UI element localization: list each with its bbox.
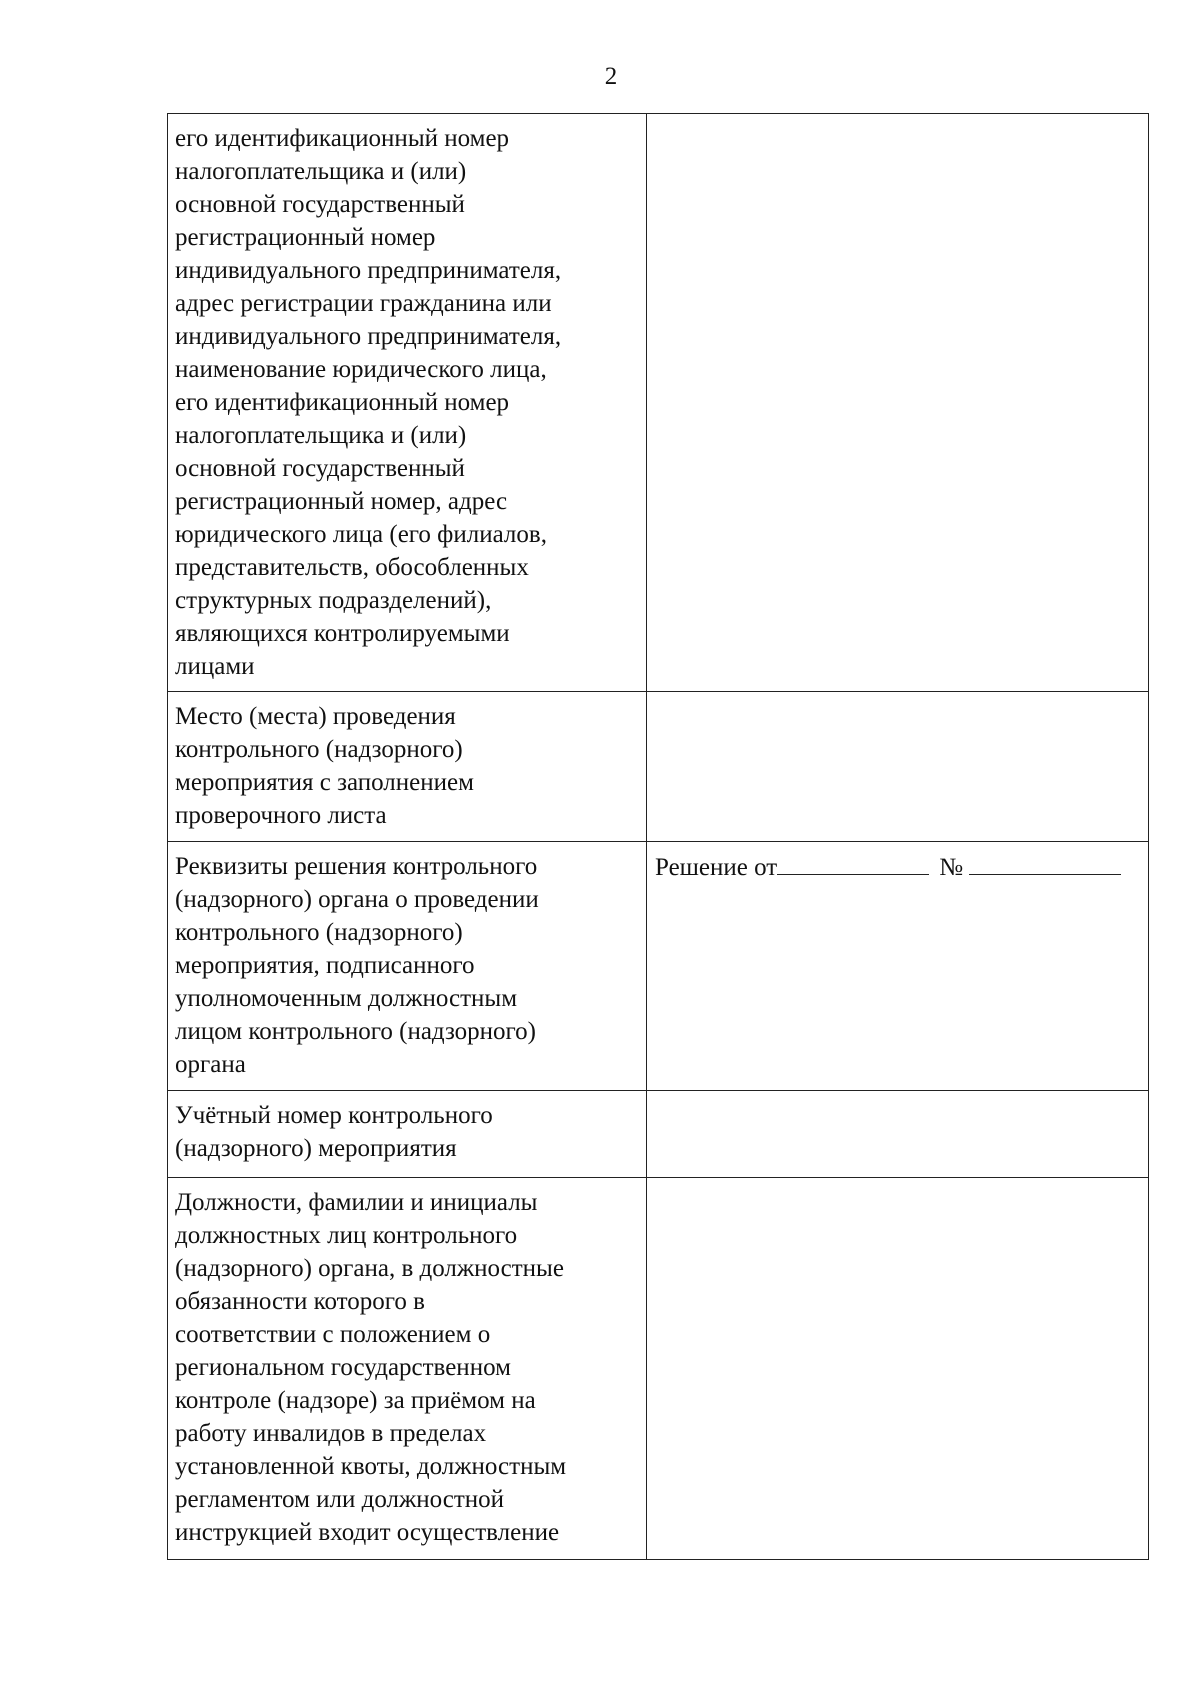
table-row [168, 692, 1149, 842]
text-line: Учётный номер контрольного [175, 1102, 493, 1129]
page-number: 2 [604, 63, 618, 90]
text-line: основной государственный [175, 191, 465, 218]
text-line: юридического лица (его филиалов, [175, 521, 547, 548]
text-line: его идентификационный номер [175, 389, 510, 416]
text-line: контроле (надзоре) за приёмом на [175, 1387, 536, 1414]
text-line: соответствии с положением о [175, 1321, 491, 1348]
text-line: Реквизиты решения контрольного [175, 853, 538, 880]
text-line: региональном государственном [175, 1354, 511, 1381]
row-label-decision-details [168, 842, 647, 1091]
row-label-officials [168, 1178, 647, 1560]
text-line: налогоплательщика и (или) [175, 158, 467, 185]
text-line: инструкцией входит осуществление [175, 1519, 560, 1546]
table-row [168, 1091, 1149, 1178]
checklist-table [167, 113, 1149, 1560]
text-line: мероприятия, подписанного [175, 952, 475, 979]
text-line: его идентификационный номер [175, 125, 510, 152]
number-sign: № [939, 854, 964, 881]
text-line: регламентом или должностной [175, 1486, 505, 1513]
row-label-registration-number [168, 1091, 647, 1178]
text-line: контрольного (надзорного) [175, 736, 463, 763]
text-line: органа [175, 1051, 246, 1078]
decision-line [655, 850, 1142, 884]
decision-number-blank[interactable] [969, 850, 1121, 875]
row-value-registration-number[interactable] [647, 1091, 1149, 1178]
text-line: проверочного листа [175, 802, 387, 829]
text-line: регистрационный номер [175, 224, 436, 251]
text-line: мероприятия с заполнением [175, 769, 474, 796]
text-line: регистрационный номер, адрес [175, 488, 508, 515]
text-line: Должности, фамилии и инициалы [175, 1189, 538, 1216]
table-row [168, 114, 1149, 692]
text-line: наименование юридического лица, [175, 356, 547, 383]
table-row [168, 1178, 1149, 1560]
decision-date-blank[interactable] [777, 850, 929, 875]
text-line: адрес регистрации гражданина или [175, 290, 552, 317]
text-line: лицом контрольного (надзорного) [175, 1018, 537, 1045]
text-line: структурных подразделений), [175, 587, 492, 614]
text-line: основной государственный [175, 455, 465, 482]
text-line: налогоплательщика и (или) [175, 422, 467, 449]
row-value-decision-details [647, 842, 1149, 1091]
text-line: обязанности которого в [175, 1288, 425, 1315]
text-line: (надзорного) органа о проведении [175, 886, 539, 913]
text-line: лицами [175, 653, 255, 680]
row-label-inspection-place [168, 692, 647, 842]
text-line: контрольного (надзорного) [175, 919, 463, 946]
row-value-inspection-place[interactable] [647, 692, 1149, 842]
text-line: являющихся контролируемыми [175, 620, 510, 647]
row-label-controlled-persons [168, 114, 647, 692]
text-line: индивидуального предпринимателя, [175, 257, 562, 284]
text-line: должностных лиц контрольного [175, 1222, 518, 1249]
text-line: установленной квоты, должностным [175, 1453, 567, 1480]
text-line: Место (места) проведения [175, 703, 456, 730]
row-value-controlled-persons[interactable] [647, 114, 1149, 692]
decision-label: Решение от [655, 854, 778, 881]
text-line: представительств, обособленных [175, 554, 529, 581]
text-line: (надзорного) мероприятия [175, 1135, 457, 1162]
row-value-officials[interactable] [647, 1178, 1149, 1560]
text-line: работу инвалидов в пределах [175, 1420, 487, 1447]
text-line: индивидуального предпринимателя, [175, 323, 562, 350]
text-line: уполномоченным должностным [175, 985, 518, 1012]
table-row [168, 842, 1149, 1091]
text-line: (надзорного) органа, в должностные [175, 1255, 564, 1282]
